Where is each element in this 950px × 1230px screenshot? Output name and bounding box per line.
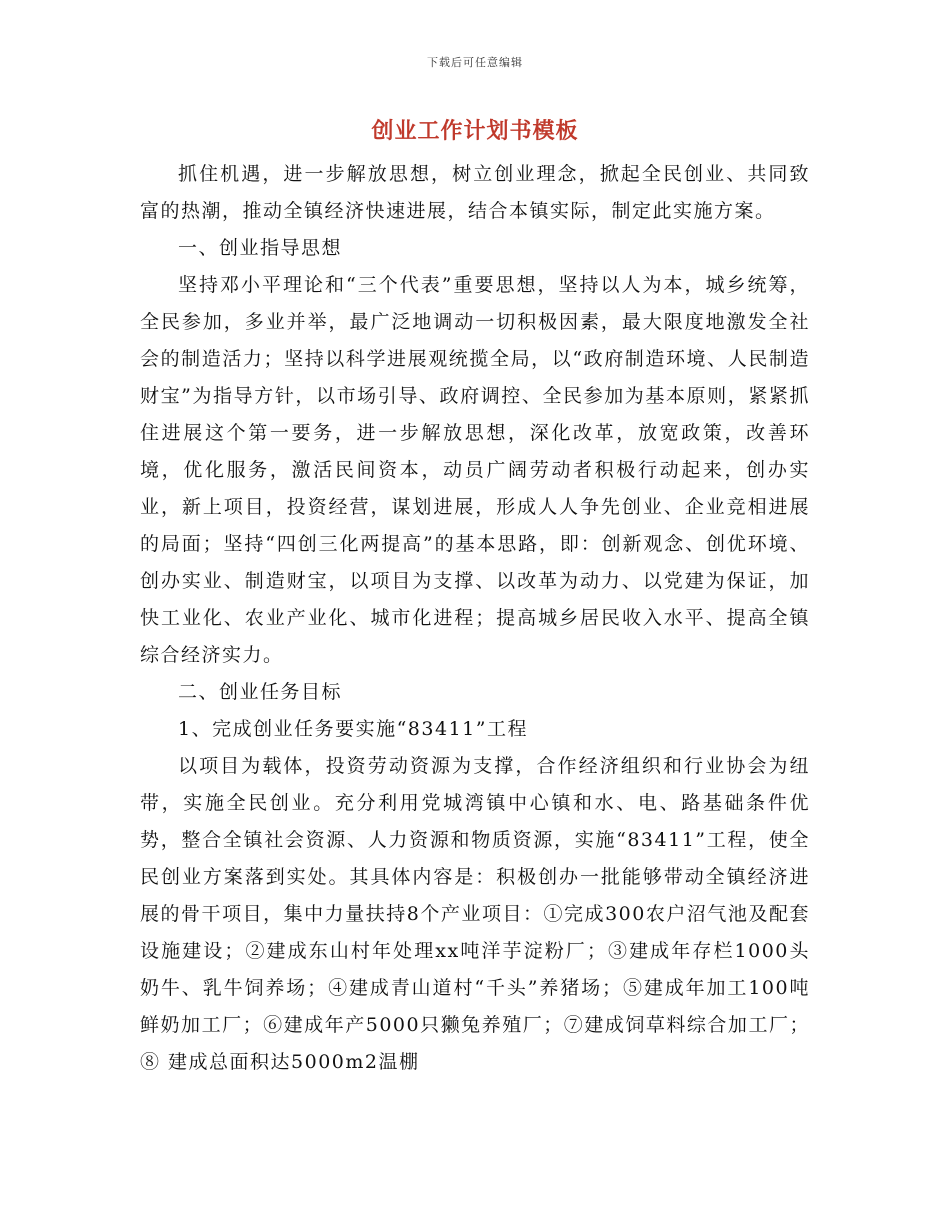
header-note: 下载后可任意编辑: [427, 56, 523, 69]
intro-paragraph: 抓住机遇，进一步解放思想，树立创业理念，掀起全民创业、共同致富的热潮，推动全镇经济快速进展，结合本镇实际，制定此实施方案。: [140, 163, 810, 222]
subsection-heading-project: 1、完成创业任务要实施“83411”工程: [178, 718, 528, 740]
guiding-ideology-paragraph: 坚持邓小平理论和“三个代表”重要思想，坚持以人为本，城乡统筹，全民参加，多业并举，最广泛地调动一切积极因素，最大限度地激发全社会的制造活力；坚持以科学进展观统揽全局，以“政府制造环境、人民制造财宝”为指导方针，以市场引导、政府调控、全民参加为基本原则，紧紧抓住进展这个第一要务，进一步解放思想，深化改革，放宽政策，改善环境，优化服务，激活民间资本，动员广阔劳动者积极行动起来，创办实业，新上项目，投资经营，谋划进展，形成人人争先创业、企业竞相进展的局面；坚持“四创三化两提高”的基本思路，即：创新观念、创优环境、创办实业、制造财宝，以项目为支撑、以改革为动力、以党建为保证，加快工业化、农业产业化、城市化进程；提高城乡居民收入水平、提高全镇综合经济实力。: [140, 274, 810, 666]
document-body: [140, 156, 810, 1081]
project-details-paragraph: 以项目为载体，投资劳动资源为支撑，合作经济组织和行业协会为纽带，实施全民创业。充分利用党城湾镇中心镇和水、电、路基础条件优势，整合全镇社会资源、人力资源和物质资源，实施“83411”工程，使全民创业方案落到实处。其具体内容是：积极创办一批能够带动全镇经济进展的骨干项目，集中力量扶持8个产业项目：①完成300农户沼气池及配套设施建设；②建成东山村年处理xx吨洋芋淀粉厂；③建成年存栏1000头奶牛、乳牛饲养场；④建成青山道村“千头”养猪场；⑤建成年加工100吨鲜奶加工厂；⑥建成年产5000只獭兔养殖厂；⑦建成饲草料综合加工厂；⑧ 建成总面积达5000m2温棚: [140, 755, 810, 1073]
document-title: 创业工作计划书模板: [371, 118, 579, 144]
section-heading-task-goals: 二、创业任务目标: [178, 681, 343, 703]
section-heading-guiding-ideology: 一、创业指导思想: [178, 237, 343, 259]
